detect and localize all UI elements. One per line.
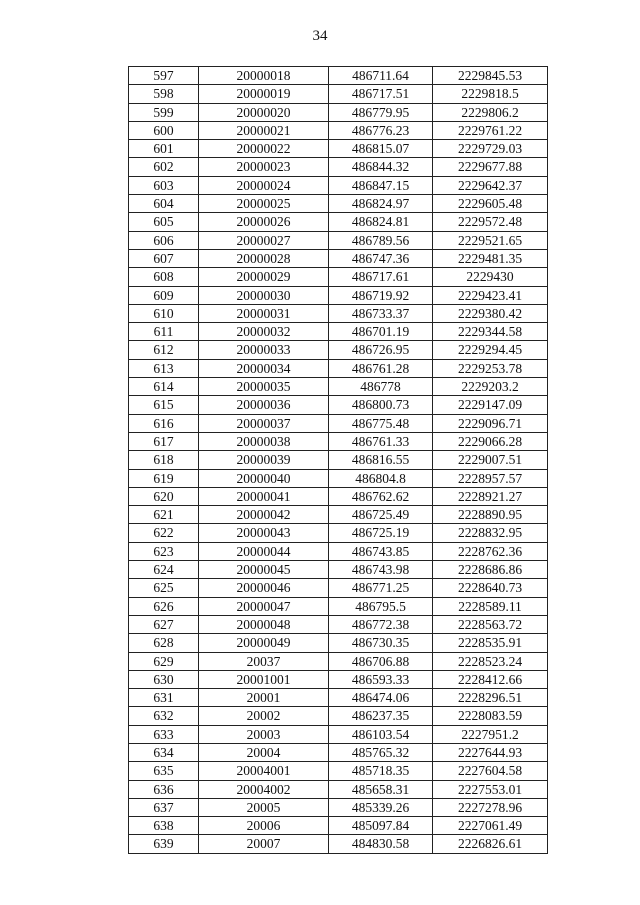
table-row [129,524,548,542]
row-index-cell: 625 [129,579,199,597]
x-coordinate-cell: 486761.28 [329,359,433,377]
point-id-cell: 20004001 [199,762,329,780]
y-coordinate-cell: 2229572.48 [433,213,548,231]
y-coordinate-cell: 2227644.93 [433,743,548,761]
row-index-cell: 606 [129,231,199,249]
table-row [129,670,548,688]
table-row [129,195,548,213]
y-coordinate-cell: 2229253.78 [433,359,548,377]
y-coordinate-cell: 2229521.65 [433,231,548,249]
row-index-cell: 619 [129,469,199,487]
y-coordinate-cell: 2228957.57 [433,469,548,487]
y-coordinate-cell: 2229007.51 [433,451,548,469]
y-coordinate-cell: 2229344.58 [433,323,548,341]
point-id-cell: 20004002 [199,780,329,798]
table-row [129,176,548,194]
point-id-cell: 20000038 [199,432,329,450]
table-row [129,67,548,85]
row-index-cell: 622 [129,524,199,542]
row-index-cell: 636 [129,780,199,798]
table-row [129,743,548,761]
table-row [129,213,548,231]
row-index-cell: 604 [129,195,199,213]
y-coordinate-cell: 2227604.58 [433,762,548,780]
row-index-cell: 608 [129,268,199,286]
row-index-cell: 618 [129,451,199,469]
x-coordinate-cell: 486775.48 [329,414,433,432]
y-coordinate-cell: 2229605.48 [433,195,548,213]
x-coordinate-cell: 486717.61 [329,268,433,286]
x-coordinate-cell: 486743.85 [329,542,433,560]
y-coordinate-cell: 2227553.01 [433,780,548,798]
point-id-cell: 20000023 [199,158,329,176]
row-index-cell: 609 [129,286,199,304]
table-row [129,231,548,249]
point-id-cell: 20000047 [199,597,329,615]
point-id-cell: 20000034 [199,359,329,377]
y-coordinate-cell: 2228563.72 [433,615,548,633]
table-row [129,103,548,121]
table-row [129,817,548,835]
y-coordinate-cell: 2229380.42 [433,304,548,322]
x-coordinate-cell: 485339.26 [329,798,433,816]
table-row [129,249,548,267]
point-id-cell: 20000032 [199,323,329,341]
table-row [129,121,548,139]
y-coordinate-cell: 2228890.95 [433,506,548,524]
x-coordinate-cell: 486776.23 [329,121,433,139]
table-row [129,469,548,487]
row-index-cell: 599 [129,103,199,121]
x-coordinate-cell: 486743.98 [329,561,433,579]
x-coordinate-cell: 486725.49 [329,506,433,524]
y-coordinate-cell: 2229203.2 [433,378,548,396]
x-coordinate-cell: 486824.97 [329,195,433,213]
table-row [129,85,548,103]
y-coordinate-cell: 2229147.09 [433,396,548,414]
table-row [129,597,548,615]
x-coordinate-cell: 486778 [329,378,433,396]
x-coordinate-cell: 486701.19 [329,323,433,341]
x-coordinate-cell: 485658.31 [329,780,433,798]
y-coordinate-cell: 2229818.5 [433,85,548,103]
row-index-cell: 602 [129,158,199,176]
row-index-cell: 603 [129,176,199,194]
row-index-cell: 614 [129,378,199,396]
table-row [129,323,548,341]
y-coordinate-cell: 2229294.45 [433,341,548,359]
point-id-cell: 20000043 [199,524,329,542]
row-index-cell: 624 [129,561,199,579]
table-row [129,561,548,579]
table-row [129,579,548,597]
y-coordinate-cell: 2228589.11 [433,597,548,615]
y-coordinate-cell: 2228762.36 [433,542,548,560]
point-id-cell: 20000024 [199,176,329,194]
y-coordinate-cell: 2228640.73 [433,579,548,597]
point-id-cell: 20000022 [199,140,329,158]
y-coordinate-cell: 2227061.49 [433,817,548,835]
x-coordinate-cell: 486593.33 [329,670,433,688]
table-row [129,835,548,853]
row-index-cell: 630 [129,670,199,688]
table-row [129,378,548,396]
table-row [129,451,548,469]
row-index-cell: 601 [129,140,199,158]
row-index-cell: 615 [129,396,199,414]
table-row [129,780,548,798]
row-index-cell: 621 [129,506,199,524]
page-number: 34 [312,28,328,44]
y-coordinate-cell: 2229430 [433,268,548,286]
row-index-cell: 632 [129,707,199,725]
row-index-cell: 620 [129,487,199,505]
table-row [129,689,548,707]
y-coordinate-cell: 2227278.96 [433,798,548,816]
point-id-cell: 20000046 [199,579,329,597]
table-row [129,432,548,450]
x-coordinate-cell: 486719.92 [329,286,433,304]
point-id-cell: 20000048 [199,615,329,633]
point-id-cell: 20003 [199,725,329,743]
x-coordinate-cell: 486815.07 [329,140,433,158]
point-id-cell: 20000019 [199,85,329,103]
y-coordinate-cell: 2228296.51 [433,689,548,707]
table-row [129,140,548,158]
x-coordinate-cell: 486474.06 [329,689,433,707]
table-row [129,158,548,176]
x-coordinate-cell: 486717.51 [329,85,433,103]
x-coordinate-cell: 484830.58 [329,835,433,853]
point-id-cell: 20000036 [199,396,329,414]
row-index-cell: 637 [129,798,199,816]
y-coordinate-cell: 2228523.24 [433,652,548,670]
table-row [129,725,548,743]
x-coordinate-cell: 485718.35 [329,762,433,780]
y-coordinate-cell: 2229423.41 [433,286,548,304]
x-coordinate-cell: 485097.84 [329,817,433,835]
x-coordinate-cell: 485765.32 [329,743,433,761]
y-coordinate-cell: 2228412.66 [433,670,548,688]
x-coordinate-cell: 486733.37 [329,304,433,322]
row-index-cell: 628 [129,634,199,652]
row-index-cell: 613 [129,359,199,377]
x-coordinate-cell: 486726.95 [329,341,433,359]
point-id-cell: 20000021 [199,121,329,139]
y-coordinate-cell: 2228921.27 [433,487,548,505]
y-coordinate-cell: 2229677.88 [433,158,548,176]
row-index-cell: 598 [129,85,199,103]
point-id-cell: 20000025 [199,195,329,213]
y-coordinate-cell: 2228535.91 [433,634,548,652]
y-coordinate-cell: 2229642.37 [433,176,548,194]
point-id-cell: 20000028 [199,249,329,267]
row-index-cell: 638 [129,817,199,835]
x-coordinate-cell: 486789.56 [329,231,433,249]
table-row [129,542,548,560]
row-index-cell: 631 [129,689,199,707]
coordinate-table [128,66,548,854]
point-id-cell: 20005 [199,798,329,816]
point-id-cell: 20000033 [199,341,329,359]
x-coordinate-cell: 486711.64 [329,67,433,85]
row-index-cell: 629 [129,652,199,670]
table-row [129,359,548,377]
row-index-cell: 634 [129,743,199,761]
x-coordinate-cell: 486824.81 [329,213,433,231]
point-id-cell: 20000037 [199,414,329,432]
table-row [129,414,548,432]
y-coordinate-cell: 2228686.86 [433,561,548,579]
x-coordinate-cell: 486804.8 [329,469,433,487]
row-index-cell: 605 [129,213,199,231]
point-id-cell: 20001 [199,689,329,707]
table-row [129,286,548,304]
point-id-cell: 20000026 [199,213,329,231]
row-index-cell: 617 [129,432,199,450]
x-coordinate-cell: 486844.32 [329,158,433,176]
y-coordinate-cell: 2228832.95 [433,524,548,542]
x-coordinate-cell: 486706.88 [329,652,433,670]
row-index-cell: 597 [129,67,199,85]
table-row [129,615,548,633]
x-coordinate-cell: 486772.38 [329,615,433,633]
row-index-cell: 623 [129,542,199,560]
row-index-cell: 635 [129,762,199,780]
y-coordinate-cell: 2229481.35 [433,249,548,267]
table-row [129,396,548,414]
row-index-cell: 607 [129,249,199,267]
point-id-cell: 20000041 [199,487,329,505]
point-id-cell: 20004 [199,743,329,761]
x-coordinate-cell: 486762.62 [329,487,433,505]
point-id-cell: 20000039 [199,451,329,469]
y-coordinate-cell: 2229066.28 [433,432,548,450]
x-coordinate-cell: 486103.54 [329,725,433,743]
row-index-cell: 600 [129,121,199,139]
x-coordinate-cell: 486771.25 [329,579,433,597]
row-index-cell: 610 [129,304,199,322]
point-id-cell: 20000045 [199,561,329,579]
point-id-cell: 20007 [199,835,329,853]
row-index-cell: 626 [129,597,199,615]
x-coordinate-cell: 486816.55 [329,451,433,469]
table-row [129,707,548,725]
row-index-cell: 612 [129,341,199,359]
point-id-cell: 20000031 [199,304,329,322]
point-id-cell: 20000027 [199,231,329,249]
point-id-cell: 20000042 [199,506,329,524]
x-coordinate-cell: 486725.19 [329,524,433,542]
x-coordinate-cell: 486800.73 [329,396,433,414]
point-id-cell: 20000029 [199,268,329,286]
row-index-cell: 633 [129,725,199,743]
table-row [129,634,548,652]
point-id-cell: 20000030 [199,286,329,304]
row-index-cell: 616 [129,414,199,432]
y-coordinate-cell: 2229761.22 [433,121,548,139]
row-index-cell: 627 [129,615,199,633]
x-coordinate-cell: 486747.36 [329,249,433,267]
table-row [129,762,548,780]
table-row [129,268,548,286]
y-coordinate-cell: 2229096.71 [433,414,548,432]
point-id-cell: 20000020 [199,103,329,121]
y-coordinate-cell: 2229845.53 [433,67,548,85]
point-id-cell: 20006 [199,817,329,835]
y-coordinate-cell: 2226826.61 [433,835,548,853]
y-coordinate-cell: 2229729.03 [433,140,548,158]
x-coordinate-cell: 486795.5 [329,597,433,615]
table-row [129,487,548,505]
y-coordinate-cell: 2227951.2 [433,725,548,743]
table-row [129,506,548,524]
point-id-cell: 20000018 [199,67,329,85]
point-id-cell: 20001001 [199,670,329,688]
x-coordinate-cell: 486779.95 [329,103,433,121]
row-index-cell: 639 [129,835,199,853]
y-coordinate-cell: 2228083.59 [433,707,548,725]
table-row [129,652,548,670]
x-coordinate-cell: 486761.33 [329,432,433,450]
point-id-cell: 20037 [199,652,329,670]
x-coordinate-cell: 486730.35 [329,634,433,652]
x-coordinate-cell: 486237.35 [329,707,433,725]
point-id-cell: 20000044 [199,542,329,560]
table-row [129,798,548,816]
point-id-cell: 20000040 [199,469,329,487]
point-id-cell: 20000049 [199,634,329,652]
table-row [129,304,548,322]
x-coordinate-cell: 486847.15 [329,176,433,194]
row-index-cell: 611 [129,323,199,341]
table-row [129,341,548,359]
point-id-cell: 20002 [199,707,329,725]
y-coordinate-cell: 2229806.2 [433,103,548,121]
point-id-cell: 20000035 [199,378,329,396]
